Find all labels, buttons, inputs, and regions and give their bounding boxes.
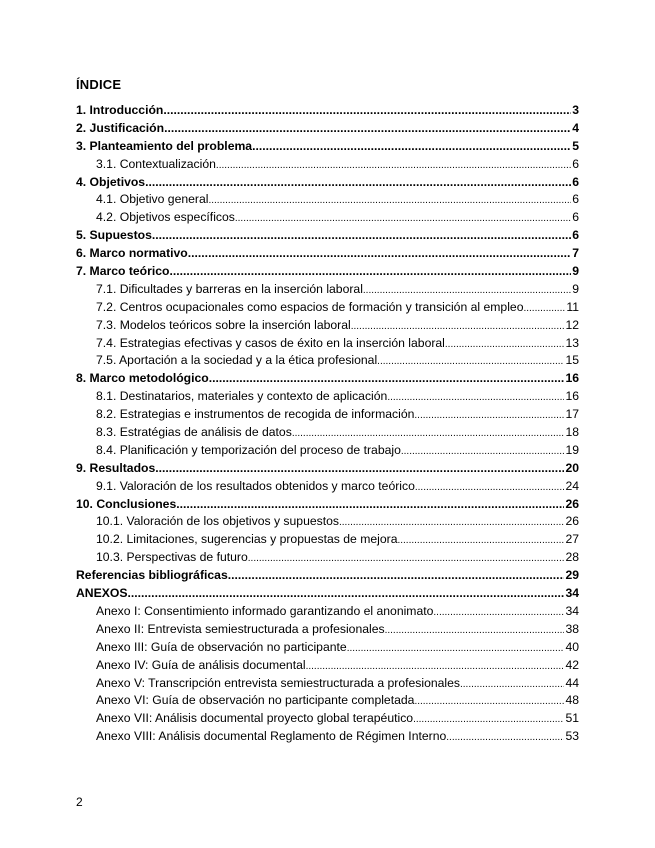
toc-entry-label: 9. Resultados [76, 460, 156, 475]
toc-entry-page: 17 [565, 407, 579, 422]
toc-leader-dots [414, 693, 564, 707]
toc-entry[interactable] [76, 443, 579, 461]
toc-leader-dots [169, 264, 571, 278]
toc-leader-dots [228, 568, 565, 582]
toc-entry-label: 7.1. Dificultades y barreras en la inserción laboral [96, 281, 363, 296]
toc-entry-label: 10.1. Valoración de los objetivos y supuestos [96, 514, 339, 529]
toc-entry-page: 6 [572, 228, 579, 243]
toc-leader-dots [164, 121, 571, 135]
toc-entry-page: 26 [565, 514, 579, 529]
toc-entry-label: Anexo II: Entrevista semiestructurada a profesionales [96, 621, 385, 636]
toc-entry-page: 16 [565, 371, 579, 386]
toc-entry[interactable] [76, 389, 579, 407]
toc-entry[interactable] [76, 157, 579, 175]
toc-leader-dots [255, 139, 571, 153]
toc-entry-label: 9.1. Valoración de los resultados obtenidos y marco teórico [96, 478, 415, 493]
toc-entry-label: 7.2. Centros ocupacionales como espacios de formación y transición al empleo [96, 299, 524, 314]
toc-entry[interactable] [76, 175, 579, 193]
toc-leader-dots [387, 389, 564, 403]
toc-entry-page: 19 [565, 442, 579, 457]
toc-entry-label: 3. Planteamiento del problema. [76, 138, 256, 153]
toc-entry-page: 44 [565, 675, 579, 690]
toc-entry-page: 29 [565, 568, 579, 583]
toc-entry[interactable] [76, 264, 579, 282]
toc-entry[interactable] [76, 300, 579, 318]
toc-entry-page: 11 [566, 299, 579, 314]
toc-entry[interactable] [76, 336, 579, 354]
toc-entry-label: 8.4. Planificación y temporización del proceso de trabajo [96, 442, 401, 457]
toc-entry-page: 9 [572, 281, 579, 296]
toc-entry-label: Anexo I: Consentimiento informado garantizando el anonimato [96, 603, 434, 618]
toc-entry[interactable] [76, 550, 579, 568]
toc-entry[interactable] [76, 139, 579, 157]
toc-leader-dots [216, 157, 571, 171]
toc-leader-dots [397, 532, 564, 546]
toc-leader-dots [415, 479, 565, 493]
toc-entry-label: 6. Marco normativo [76, 246, 188, 261]
toc-entry[interactable] [76, 514, 579, 532]
toc-leader-dots [413, 711, 564, 725]
toc-entry[interactable] [76, 676, 579, 694]
toc-entry-page: 27 [565, 532, 579, 547]
toc-entry-label: 7.3. Modelos teóricos sobre la inserción laboral [96, 317, 351, 332]
toc-entry-label: Anexo III: Guía de observación no participante [96, 639, 347, 654]
toc-entry-label: 8.2. Estrategias e instrumentos de recogida de información [96, 407, 415, 422]
toc-leader-dots [235, 210, 571, 224]
toc-entry[interactable] [76, 407, 579, 425]
toc-entry-page: 48 [565, 693, 579, 708]
toc-entry[interactable] [76, 228, 579, 246]
toc-entry-page: 15 [565, 353, 579, 368]
toc-entry-page: 24 [565, 478, 579, 493]
toc-entry-page: 26 [565, 496, 579, 511]
toc-entry-page: 38 [565, 621, 579, 636]
toc-entry-label: 4.2. Objetivos específicos [96, 210, 235, 225]
toc-leader-dots [155, 461, 564, 475]
toc-entry[interactable] [76, 497, 579, 515]
toc-entry-page: 20 [565, 460, 579, 475]
toc-entry[interactable] [76, 479, 579, 497]
toc-entry-page: 3 [572, 103, 579, 117]
toc-leader-dots [292, 425, 565, 439]
toc-entry-label: 7.5. Aportación a la sociedad y a la ética profesional [96, 353, 378, 368]
toc-entry-page: 4 [572, 120, 579, 135]
toc-entry[interactable] [76, 711, 579, 729]
toc-entry-page: 34 [565, 586, 579, 601]
toc-entry-label: 7.4. Estrategias efectivas y casos de éxito en la inserción laboral [96, 335, 445, 350]
toc-entry-label: Referencias bibliográficas [76, 568, 228, 583]
toc-entry-label: 8.1. Destinatarios, materiales y contexto de aplicación [96, 389, 388, 404]
toc-leader-dots [433, 604, 564, 618]
toc-entry[interactable] [76, 568, 579, 586]
toc-entry-label: 1. Introducción [76, 103, 164, 117]
toc-entry-page: 6 [572, 156, 579, 171]
toc-entry-page: 5 [572, 138, 579, 153]
table-of-contents [76, 103, 579, 747]
toc-entry-label: 7. Marco teórico [76, 264, 170, 279]
toc-entry[interactable] [76, 318, 579, 336]
toc-leader-dots [446, 729, 564, 743]
toc-entry-label: Anexo IV: Guía de análisis documental [96, 657, 306, 672]
toc-entry-page: 28 [565, 550, 579, 565]
toc-entry-label: 2. Justificación [76, 120, 165, 135]
toc-entry[interactable] [76, 461, 579, 479]
toc-entry-label: 4. Objetivos [76, 174, 146, 189]
toc-entry-page: 12 [565, 317, 579, 332]
toc-entry-page: 13 [565, 335, 579, 350]
toc-entry-page: 6 [572, 192, 579, 207]
toc-entry-page: 16 [565, 389, 579, 404]
toc-leader-dots [347, 640, 565, 654]
toc-entry[interactable] [76, 192, 579, 210]
toc-entry-label: 10.2. Limitaciones, sugerencias y propuestas de mejora [96, 532, 398, 547]
toc-leader-dots [351, 318, 565, 332]
toc-leader-dots [209, 371, 565, 385]
toc-entry[interactable] [76, 640, 579, 658]
toc-entry[interactable] [76, 658, 579, 676]
toc-entry-label: 3.1. Contextualización [96, 156, 216, 171]
page-number: 2 [76, 795, 83, 809]
toc-entry-page: 7 [572, 246, 579, 261]
toc-entry[interactable] [76, 425, 579, 443]
toc-title: ÍNDICE [76, 77, 122, 92]
toc-entry-page: 53 [565, 729, 579, 744]
toc-entry[interactable] [76, 693, 579, 711]
toc-leader-dots [523, 300, 565, 314]
toc-entry-label: 10.3. Perspectivas de futuro [96, 550, 248, 565]
toc-leader-dots [460, 676, 564, 690]
toc-entry-label: ANEXOS [76, 586, 128, 601]
toc-leader-dots [176, 497, 564, 511]
toc-entry-page: 6 [572, 210, 579, 225]
toc-entry-page: 34 [565, 603, 579, 618]
toc-leader-dots [248, 550, 565, 564]
toc-entry[interactable] [76, 371, 579, 389]
toc-leader-dots [306, 658, 565, 672]
toc-leader-dots [188, 246, 571, 260]
toc-entry[interactable] [76, 121, 579, 139]
toc-entry-page: 40 [565, 639, 579, 654]
toc-leader-dots [377, 353, 564, 367]
toc-entry[interactable] [76, 604, 579, 622]
toc-entry[interactable] [76, 622, 579, 640]
toc-entry-page: 9 [572, 264, 579, 279]
toc-entry-label: 4.1. Objetivo general [96, 192, 209, 207]
toc-entry[interactable] [76, 729, 579, 747]
toc-entry-label: 10. Conclusiones [76, 496, 177, 511]
toc-entry-label: Anexo VII: Análisis documental proyecto global terapéutico [96, 711, 414, 726]
toc-entry-label: 5. Supuestos [76, 228, 152, 243]
toc-entry[interactable] [76, 282, 579, 300]
toc-entry[interactable] [76, 210, 579, 228]
toc-entry[interactable] [76, 103, 579, 121]
toc-leader-dots [385, 622, 565, 636]
toc-entry[interactable] [76, 353, 579, 371]
toc-entry-label: 8.3. Estratégias de análisis de datos [96, 425, 292, 440]
toc-entry-page: 42 [565, 657, 579, 672]
toc-entry-page: 18 [565, 425, 579, 440]
toc-entry-page: 51 [565, 711, 579, 726]
toc-leader-dots [363, 282, 571, 296]
toc-leader-dots [145, 175, 571, 189]
toc-leader-dots [339, 514, 564, 528]
toc-entry-label: 8. Marco metodológico [76, 371, 209, 386]
toc-leader-dots [445, 336, 565, 350]
toc-leader-dots [163, 103, 571, 117]
toc-entry-label: Anexo VI: Guía de observación no participante completada [96, 693, 415, 708]
toc-leader-dots [414, 407, 564, 421]
toc-entry-page: 6 [572, 174, 579, 189]
toc-leader-dots [127, 586, 564, 600]
toc-leader-dots [152, 228, 571, 242]
toc-entry[interactable] [76, 532, 579, 550]
toc-entry[interactable] [76, 246, 579, 264]
toc-entry[interactable] [76, 586, 579, 604]
toc-entry-label: Anexo V: Transcripción entrevista semiestructurada a profesionales [96, 675, 460, 690]
toc-entry-label: Anexo VIII: Análisis documental Reglamento de Régimen Interno [96, 729, 447, 744]
toc-leader-dots [401, 443, 565, 457]
toc-leader-dots [208, 192, 571, 206]
